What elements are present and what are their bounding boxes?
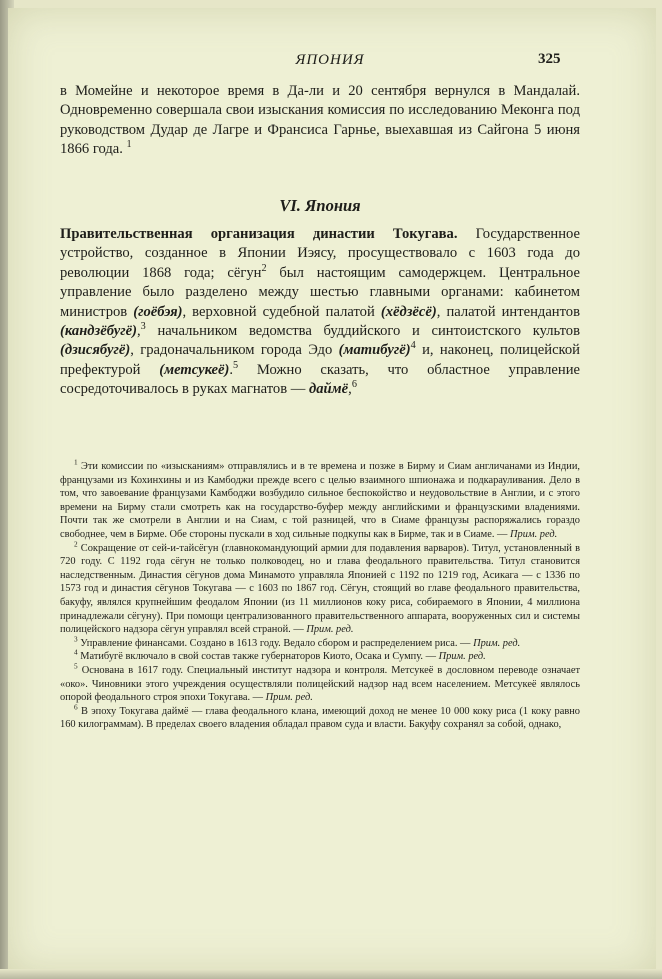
paragraph-main [60, 225, 580, 400]
footnote-text: Сокращение от сей-и-тайсёгун (главнокомандующий армии для подавления варваров). Титул, установленный в 720 году. С 1192 года сёгун не только полководец, но и глава феодального правительства. Титул становится наследственным. Династия сёгунов дома Минамото управляла Японией с 1192 по 1219 год, Асикага — с 1336 по 1573 год и династия сёгунов Токугава — с 1603 по 1867 год. Сёгун, стоящий во главе феодального правительства, бакуфу, являлся крупнейшим феодалом Японии (из 11 миллионов коку риса, собираемого в Японии, 4 миллиона принадлежали сёгуну). При помощи централизованного правительственного аппарата, вооруженных сил и системы полицейского надзора сёгун управлял всей страной. — [60, 542, 580, 636]
footnote-ref: 6 [351, 379, 357, 391]
footnote [60, 650, 580, 664]
term: (гоёбэя) [133, 303, 183, 320]
editor-note-sign: Прим. ред. [438, 651, 486, 663]
footnote [60, 460, 580, 542]
term: (хёдзёсё) [380, 303, 437, 320]
footnote [60, 637, 580, 651]
footnote-ref: 4 [410, 340, 416, 352]
paragraph-lead: Правительственная организация династии Токугава. [60, 226, 458, 242]
footnote-text: Эти комиссии по «изысканиям» отправлялись и в те времена и позже в Бирму и Сиам англичанами из Индии, французами из Кохинхины и из Камбоджи прежде всего с целью взаимного шпионажа и подкарауливания. Дело в том, что завоевание французами Камбоджи возбудило сильное беспокойство и неудовольствие в Англии, и с этого времени на Бирму стали смотреть как на государство-буфер между английскими и французскими владениями. Почти так же смотрели в Англии и на Сиам, с той разницей, что в Сиаме французы распоряжались гораздо свободнее, чем в Бирме. Обе стороны пускали в ход сильные подкупы как в Бирме, так и в Сиаме. — [60, 461, 580, 540]
editor-note-sign: Прим. ред. [306, 624, 354, 636]
paragraph-text: в Момейне и некоторое время в Да-ли и 20 сентября вернулся в Мандалай. Одновременно совершала свои изыскания комиссия по исследованию Меконга под руководством Дудар де Лагре и Франсиса Гарнье, выехавшая из Сайгона 5 июня 1866 года. [60, 83, 580, 158]
term: (метсукеё) [159, 361, 230, 378]
term: (дзисябугё) [60, 342, 131, 359]
footnote-number: 6 [74, 703, 78, 712]
footnote-text: Управление финансами. Создано в 1613 году. Ведало сбором и распределением риса. — [80, 637, 471, 649]
footnote-ref: 3 [140, 321, 146, 333]
footnote-text: В эпоху Токугава даймё — глава феодального клана, имеющий доход не менее 10 000 коку риса (1 коку равно 160 килограммам). В пределах своего владения обладал правом суда и власти. Бакуфу сохранял за собой, однако, [60, 705, 580, 731]
footnote [60, 664, 580, 705]
page-number: 325 [538, 51, 561, 67]
text-run: начальником ведомства буддийского и синтоистского культов [145, 323, 580, 340]
footnote-number: 4 [74, 648, 78, 657]
term: (матибугё) [338, 342, 411, 359]
footnote-number: 1 [74, 458, 78, 467]
text-run: . [229, 361, 234, 378]
footnote-number: 2 [74, 540, 78, 549]
footnote-ref: 1 [126, 139, 132, 151]
term: (кандзёбугё) [60, 323, 137, 340]
text-run: Можно сказать, что областное управление сосредоточивалось в руках магнатов — [60, 361, 580, 398]
footnote [60, 542, 580, 637]
text-run: был настоящим самодержцем. Центральное управление было разделено между шестью главными органами: кабинетом министров [60, 264, 580, 320]
text-run: , [137, 323, 141, 340]
footnotes [60, 460, 580, 732]
text-run: , верховной судебной палатой [182, 303, 381, 320]
footnote-ref: 5 [233, 359, 239, 371]
footnote-number: 5 [74, 662, 78, 671]
text-run: , градоначальником города Эдо [130, 342, 339, 359]
text-run: , [348, 381, 352, 398]
editor-note-sign: Прим. ред. [473, 637, 521, 649]
text-run: , палатой интендантов [436, 303, 580, 320]
footnote-ref: 2 [261, 262, 267, 274]
editor-note-sign: Прим. ред. [265, 692, 313, 704]
paragraph-continuation [60, 82, 580, 160]
text-run: Государственное устройство, созданное в Японии Иэясу, просуществовало с 1603 года до революции 1868 года; сёгун [60, 226, 580, 281]
footnote-number: 3 [74, 635, 78, 644]
footnote-text: Матибугё включало в свой состав также губернаторов Киото, Осака и Сумпу. — [80, 651, 436, 663]
footnote-text: Основана в 1617 году. Специальный институт надзора и контроля. Метсукеё в дословном переводе означает «око». Чиновники этого учреждения осуществляли полицейский надзор над всем населением. Метсукеё являлось опорой феодального строя эпохи Токугава. — [60, 664, 580, 704]
section-heading: VI. Япония [279, 196, 361, 215]
footnote [60, 705, 580, 732]
term: даймё [309, 381, 349, 398]
running-title: ЯПОНИЯ [295, 52, 365, 68]
page-bottom-edge [0, 969, 662, 979]
text-run: и, наконец, полицейской префектурой [60, 342, 580, 378]
editor-note-sign: Прим. ред. [510, 528, 558, 540]
